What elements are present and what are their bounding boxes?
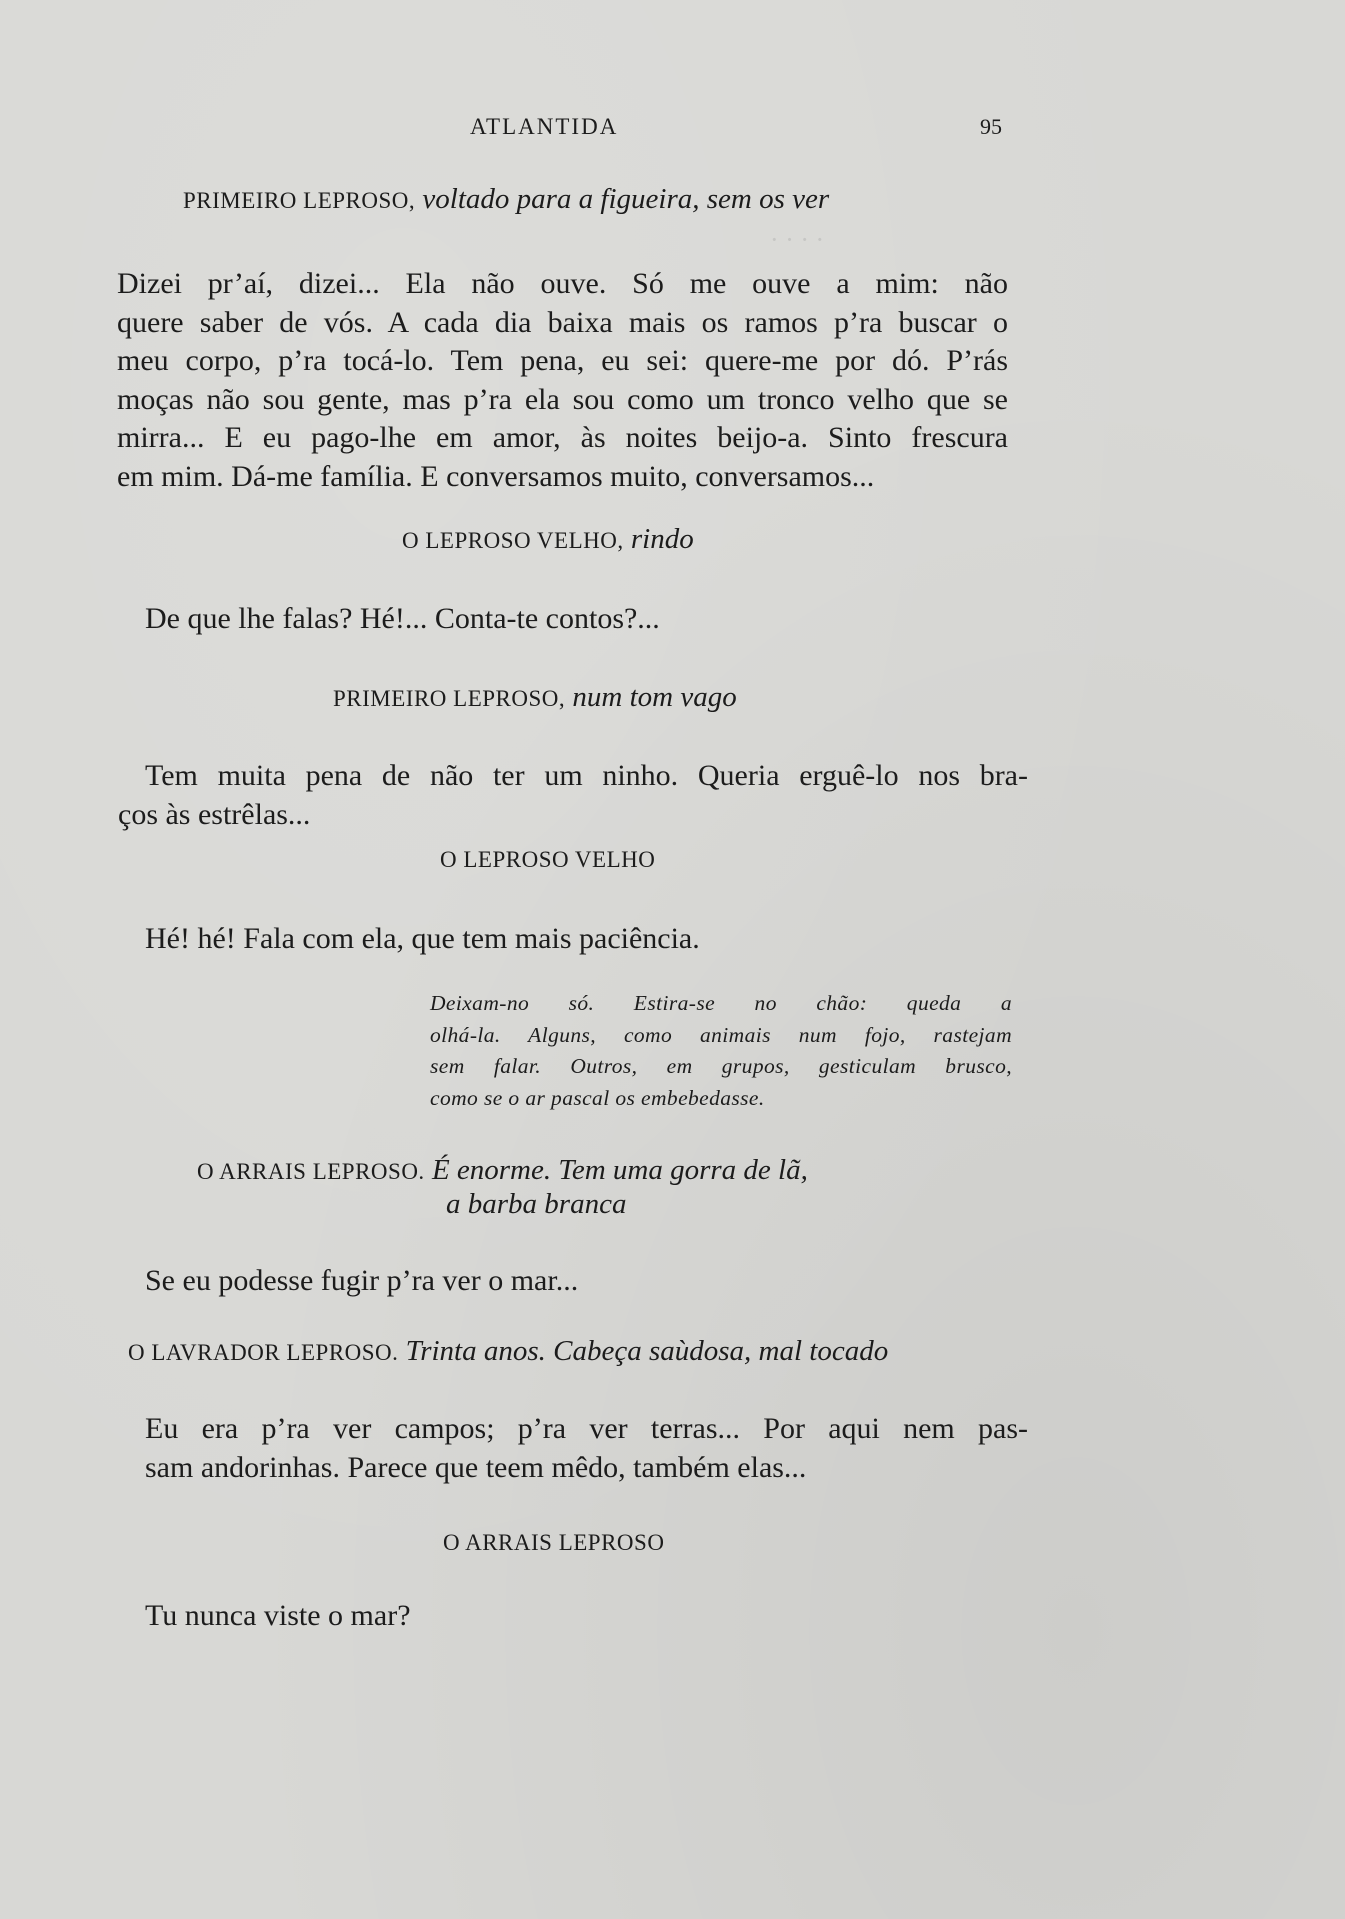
speaker-heading (402, 523, 694, 556)
dialogue-line: sam andorinhas. Parece que teem mêdo, também elas... (145, 1450, 807, 1484)
stage-direction-inline: num tom vago (572, 681, 737, 713)
dialogue-line: em mim. Dá-me família. E conversamos muito, conversamos... (117, 459, 875, 493)
dialogue-line: mirra... E eu pago-lhe em amor, às noites beijo-a. Sinto frescura (117, 421, 1008, 454)
speaker-heading (443, 1525, 664, 1558)
speaker-name: O ARRAIS LEPROSO (443, 1530, 665, 1555)
dialogue-line: ços às estrêlas... (118, 797, 311, 831)
dialogue-line: Dizei pr’aí, dizei... Ela não ouve. Só me ouve a mim: não (117, 267, 1008, 300)
stage-direction-inline: voltado para a figueira, sem os ver (422, 183, 830, 215)
stage-direction-line: olhá-la. Alguns, como animais num fojo, rastejam (430, 1022, 1012, 1047)
dialogue-paragraph (117, 265, 1008, 496)
speaker-name: O ARRAIS LEPROSO. (197, 1159, 425, 1184)
stage-direction-line: como se o ar pascal os embebedasse. (430, 1085, 765, 1110)
show-through-text: · · · · (770, 225, 825, 254)
stage-direction-inline: Trinta anos. Cabeça saùdosa, mal tocado (405, 1335, 889, 1367)
dialogue-line: moças não sou gente, mas p’ra ela sou como um tronco velho que se (117, 382, 1008, 416)
dialogue-paragraph (145, 1262, 578, 1301)
dialogue-paragraph (145, 600, 660, 639)
speaker-direction-continuation (446, 1188, 626, 1221)
speaker-heading (197, 1154, 808, 1187)
dialogue-line: meu corpo, p’ra tocá-lo. Tem pena, eu sei: quere-me por dó. P’rás (117, 344, 1008, 377)
speaker-heading (440, 842, 655, 875)
speaker-name: O LEPROSO VELHO (440, 847, 656, 872)
dialogue-line: Se eu podesse fugir p’ra ver o mar... (145, 1264, 579, 1297)
dialogue-paragraph (145, 1410, 1028, 1487)
dialogue-line: quere saber de vós. A cada dia baixa mais os ramos p’ra buscar o (117, 305, 1008, 339)
speaker-heading (128, 1335, 888, 1368)
stage-direction-inline: É enorme. Tem uma gorra de lã, (431, 1154, 808, 1186)
page-number: 95 (980, 114, 1002, 139)
dialogue-line: Eu era p’ra ver campos; p’ra ver terras... Por aqui nem pas- (145, 1412, 1028, 1445)
speaker-heading (333, 681, 737, 714)
dialogue-line: Tem muita pena de não ter um ninho. Queria erguê-lo nos bra- (145, 759, 1028, 792)
dialogue-line: Tu nunca viste o mar? (145, 1599, 411, 1632)
speaker-name: O LEPROSO VELHO, (402, 528, 624, 553)
dialogue-paragraph (145, 920, 700, 959)
speaker-name: PRIMEIRO LEPROSO, (333, 686, 566, 711)
stage-direction-inline: a barba branca (446, 1188, 627, 1220)
speaker-name: PRIMEIRO LEPROSO, (183, 188, 416, 213)
dialogue-line: De que lhe falas? Hé!... Conta-te contos?... (145, 602, 660, 635)
dialogue-paragraph (145, 1597, 411, 1636)
stage-direction-block (430, 988, 1012, 1114)
dialogue-line: Hé! hé! Fala com ela, que tem mais paciência. (145, 922, 700, 955)
running-title: ATLANTIDA (470, 114, 619, 139)
speaker-name: O LAVRADOR LEPROSO. (128, 1340, 399, 1365)
stage-direction-inline: rindo (630, 523, 694, 555)
speaker-heading (183, 183, 829, 216)
stage-direction-line: sem falar. Outros, em grupos, gesticulam brusco, (430, 1054, 1012, 1078)
dialogue-paragraph (118, 757, 1028, 834)
stage-direction-line: Deixam-no só. Estira-se no chão: queda a (430, 991, 1012, 1015)
